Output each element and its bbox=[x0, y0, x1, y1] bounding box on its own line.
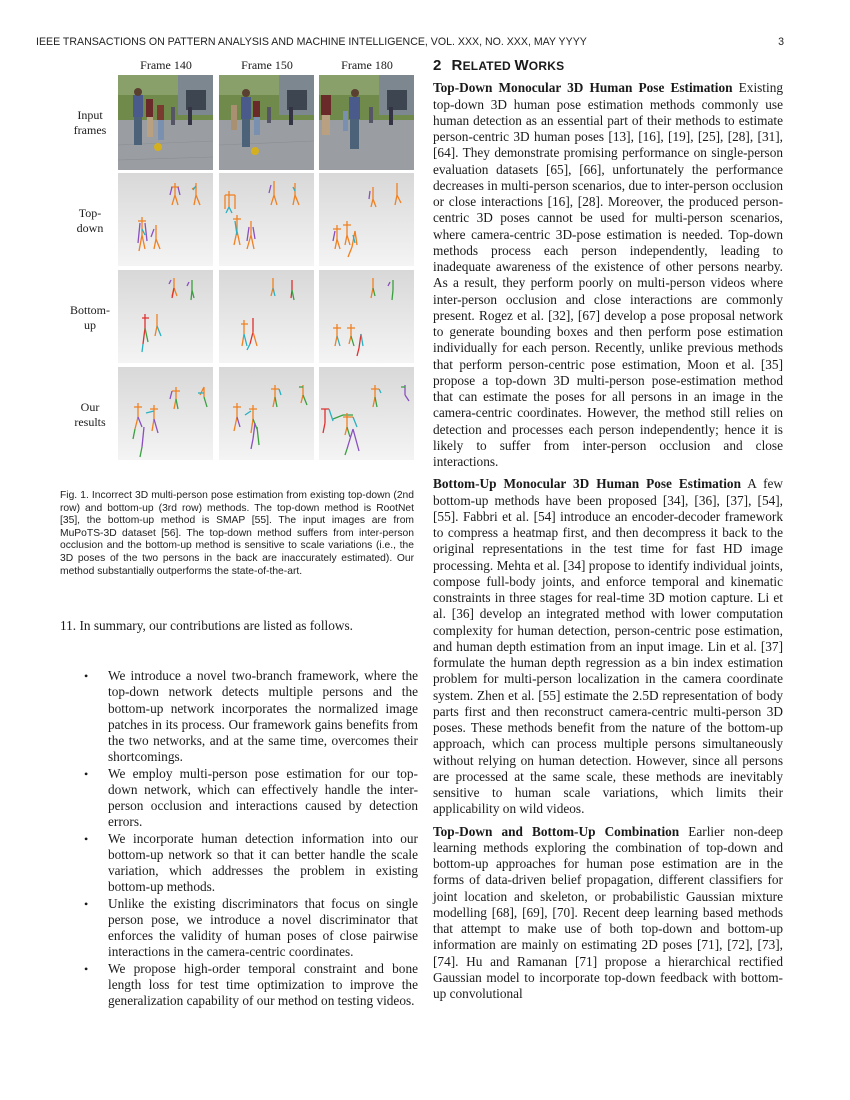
bullet-icon: • bbox=[84, 831, 89, 846]
row-label-line: up bbox=[84, 318, 96, 332]
bullet-icon: • bbox=[84, 961, 89, 976]
paragraph-top-down bbox=[433, 80, 783, 470]
row-label-input-frames bbox=[60, 108, 120, 138]
row-label-line: Bottom- bbox=[69, 303, 110, 317]
paragraph-text: A few bottom-up methods have been proposed [34], [36], [37], [54], [55]. Fabbri et al. [54] introduce an encoder-decoder framework to compress a heatmap first, and then decompress it back to the original representations in the test time for fast HD image processing. Mehta et al. [34] propose to identify individual joints, compose full-body joints, and enforce temporal and kinematic constraints in three stages for real-time 3D motion capture. Li et al. [36] develop an integrated method with lower computation complexity for human detection, person-centric pose estimation, and human depth estimation from an input image. Lin et al. [37] formulate the human depth regression as a bin index estimation problem for multi-person localization in the camera coordinate system. Zhen et al. [55] estimate the 2.5D representation of body parts first and then reconstruct camera-centric multi-person 3D poses. These methods benefit from the nature of the bottom-up approach, which can process multiple persons simultaneously without relying on human detection. However, since all persons are processed at the same scale, these methods are inevitably sensitive to human scale variations, which limits their applicability on wild videos. bbox=[433, 476, 784, 817]
list-item bbox=[82, 766, 418, 831]
section-title-part: W bbox=[514, 57, 529, 74]
right-column bbox=[433, 58, 783, 1008]
list-item bbox=[82, 668, 418, 766]
paragraph-combination bbox=[433, 824, 783, 1003]
list-item bbox=[82, 896, 418, 961]
paragraph-text: Existing top-down 3D human pose estimation methods commonly use human detection as an essential part of their methods to estimate person-centric 3D human poses [13], [16], [19], [25], [28], [31], [64]. They demonstrate promising performance on single-person evaluation datasets [65], [66], unfortunately the performance decreases in multi-person scenarios, due to inter-person occlusion or close interactions [16], [28]. Moreover, the produced person-centric 3D poses cannot be used for multi-person scenarios, where camera-centric 3D-pose estimation is needed. Top-down methods process each person independently, leading to inadequate awareness of the existence of other persons nearby. As a result, they perform poorly on multi-person videos where inter-person occlusion and close interactions are commonly present. Rogez et al. [32], [67] develop a pose proposal network to generate bounding boxes and then perform pose estimation individually for each person. Recently, unlike previous methods that perform person-centric pose estimation, Moon et al. [35] propose a top-down 3D multi-person pose-estimation method that can estimate the poses for all persons in an image in the camera-centric coordinates. However, the method still relies on detection and processes each person independently; hence it is likely to suffer from inter-person occlusion and close interactions. bbox=[433, 80, 783, 469]
page-number: 3 bbox=[778, 36, 784, 48]
paragraph-bottom-up bbox=[433, 476, 783, 817]
bottom-up-frame-180-render bbox=[319, 270, 414, 363]
list-item-text: We incorporate human detection information into our bottom-up network so that it can better handle the scale variation, which addresses the problem in existing bottom-up methods. bbox=[108, 830, 418, 895]
list-item bbox=[82, 831, 418, 896]
section-title-part: ORKS bbox=[528, 59, 565, 73]
input-frame-140-image bbox=[118, 75, 213, 170]
row-label-line: Top- bbox=[78, 206, 102, 220]
running-header bbox=[36, 36, 784, 48]
row-label-bottom-up bbox=[60, 303, 120, 333]
column-header-frame-140: Frame 140 bbox=[140, 58, 192, 72]
list-item bbox=[82, 961, 418, 1010]
paragraph-text: Earlier non-deep learning methods exploring the combination of top-down and bottom-up approaches for human pose estimation are in the forms of data-driven belief propagation, different classifiers for joint location and skeleton, or probabilistic Gaussian mixture modelling [68], [69], [70]. Recent deep learning based methods that attempt to make use of both top-down and bottom-up information are mainly on estimating 2D poses [71], [72], [73], [74]. Hu and Ramanan [71] propose a hierarchical rectified Gaussian model to incorporate top-down feedback with bottom-up convolutional bbox=[433, 823, 784, 1001]
contributions-intro: 11. In summary, our contributions are listed as follows. bbox=[60, 618, 353, 633]
list-item-text: Unlike the existing discriminators that focus on single person pose, we introduce a novel discriminator that enforces the validity of human poses of close pairwise interactions in the camera-centric coordinates. bbox=[108, 895, 418, 960]
paragraph-heading: Bottom-Up Monocular 3D Human Pose Estimation bbox=[433, 476, 741, 492]
paragraph-heading: Top-Down and Bottom-Up Combination bbox=[433, 823, 680, 839]
bottom-up-frame-140-render bbox=[118, 270, 213, 363]
figure-column-headers bbox=[118, 58, 418, 74]
bullet-icon: • bbox=[84, 669, 89, 683]
bullet-icon: • bbox=[84, 896, 89, 911]
row-label-top-down bbox=[60, 206, 120, 236]
row-label-line: results bbox=[74, 415, 106, 429]
column-header-frame-150: Frame 150 bbox=[241, 58, 293, 72]
journal-title: IEEE TRANSACTIONS ON PATTERN ANALYSIS AND MACHINE INTELLIGENCE, VOL. XXX, NO. XXX, MAY YYYY bbox=[36, 36, 587, 48]
paragraph-heading: Top-Down Monocular 3D Human Pose Estimation bbox=[433, 80, 733, 96]
list-item-text: We introduce a novel two-branch framework, where the top-down network detects multiple persons and the bottom-up network incorporates the normalized image patches in its process. Our framework gains benefits from the two networks, and at the same time, overcomes their shortcomings. bbox=[108, 668, 418, 765]
our-results-frame-140-render bbox=[118, 367, 213, 460]
section-title-part: R bbox=[451, 57, 463, 74]
figure-1 bbox=[60, 58, 420, 468]
input-frame-150-image bbox=[219, 75, 314, 170]
row-label-line: down bbox=[76, 221, 104, 235]
section-number: 2 bbox=[433, 57, 442, 74]
our-results-frame-180-render bbox=[319, 367, 414, 460]
section-title-related-works bbox=[433, 58, 783, 74]
list-item-text: We employ multi-person pose estimation for our top-down network, which can effectively handle the inter-person occlusion and interactions caused by detection errors. bbox=[108, 765, 418, 830]
row-label-our-results bbox=[60, 400, 120, 430]
column-header-frame-180: Frame 180 bbox=[341, 58, 393, 72]
row-label-line: Our bbox=[80, 400, 100, 414]
section-title-part: ELATED bbox=[462, 59, 515, 73]
bullet-icon: • bbox=[84, 766, 89, 781]
input-frame-180-image bbox=[319, 75, 414, 170]
top-down-frame-140-render bbox=[118, 173, 213, 266]
list-item-text: We propose high-order temporal constraint and bone length loss for test time optimization to improve the generalization capability of our method on testing videos. bbox=[108, 960, 418, 1008]
top-down-frame-150-render bbox=[219, 173, 314, 266]
our-results-frame-150-render bbox=[219, 367, 314, 460]
bottom-up-frame-150-render bbox=[219, 270, 314, 363]
row-label-line: frames bbox=[73, 123, 107, 137]
figure-caption: Fig. 1. Incorrect 3D multi-person pose estimation from existing top-down (2nd row) and bottom-up (3rd row) methods. The top-down method is RootNet [35], the bottom-up method is SMAP [55]. The input images are from MuPoTS-3D dataset [56]. The top-down method suffers from inter-person occlusion and the bottom-up method is sensitive to scale variations (i.e., the 3D poses of the two persons in the back are inaccurately estimated). Our method substantially outperforms the state-of-the-art. bbox=[60, 490, 414, 577]
top-down-frame-180-render bbox=[319, 173, 414, 266]
row-label-line: Input bbox=[77, 108, 103, 122]
contributions-list bbox=[82, 668, 418, 1009]
